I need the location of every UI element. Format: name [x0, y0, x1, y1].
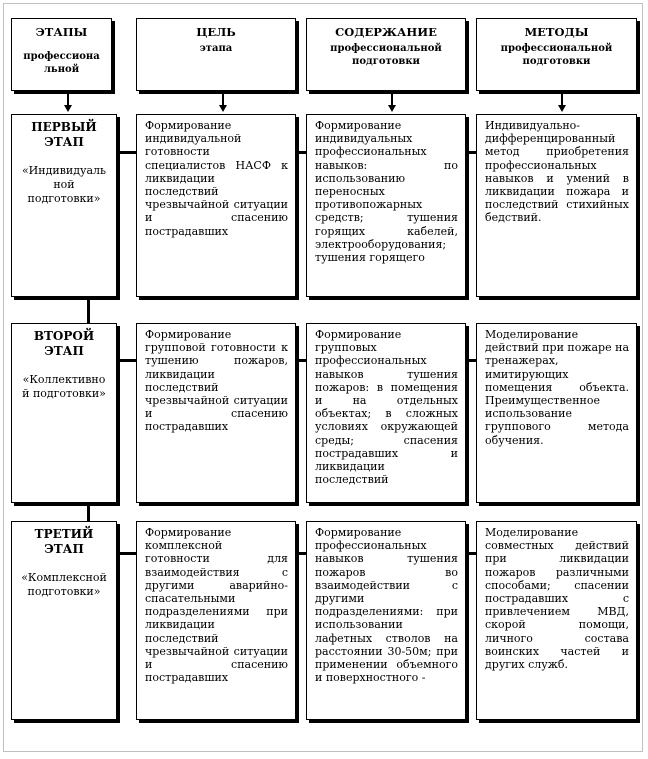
content-box-1	[306, 114, 466, 297]
header-methods	[476, 18, 637, 91]
arrow-head-1	[64, 105, 72, 112]
goal-text: Формирование индивидуальной готовности специалистов НАСФ к ликвидации последствий чрезвычайной ситуации и спасению пострадавших	[145, 119, 288, 238]
row1-connector-c	[466, 151, 476, 154]
row1-connector-b	[296, 151, 306, 154]
stage-subtitle: «Индивидуаль ной подготовки»	[21, 164, 107, 205]
goal-text: Формирование комплексной готовности для взаимодействия с другими аварийно-спасательными подразделениями при ликвидации последствий чрезвычайной ситуации и спасению пострадавших	[145, 526, 288, 685]
stage-box-3	[11, 521, 117, 720]
row2-connector-a	[117, 359, 136, 362]
stage-connector-2-3	[87, 503, 90, 521]
arrow-head-3	[388, 105, 396, 112]
content-box-2	[306, 323, 466, 503]
header-methods-title: МЕТОДЫ	[524, 25, 589, 39]
header-stages-title: ЭТАПЫ	[35, 25, 88, 39]
stage-subtitle: «Комплексной подготовки»	[21, 571, 107, 598]
header-goal	[136, 18, 296, 91]
content-text: Формирование групповых профессиональных навыков тушения пожаров: в помещения и на отдельных объектах; в сложных условиях окружающей среды; спасения пострадавших и ликвидации последствий	[315, 328, 458, 487]
row3-connector-a	[117, 552, 136, 555]
header-content	[306, 18, 466, 91]
content-text: Формирование индивидуальных профессиональных навыков: по использованию переносных противопожарных средств; тушения горящих кабелей, электрооборудования; тушения горящего	[315, 119, 458, 265]
stage-box-2	[11, 323, 117, 503]
methods-box-1	[476, 114, 637, 297]
header-goal-sub: этапа	[199, 43, 233, 54]
content-text: Формирование профессиональных навыков тушения пожаров во взаимодействии с другими подразделениями: при использовании лафетных стволов на расстоянии 30-50м; при применении объемного и поверхностного -	[315, 526, 458, 685]
goal-text: Формирование групповой готовности к тушению пожаров, ликвидации последствий чрезвычайной ситуации и спасению пострадавших	[145, 328, 288, 434]
stage-title: ТРЕТИЙ ЭТАП	[34, 527, 94, 556]
methods-text: Моделирование действий при пожаре на тренажерах, имитирующих помещения объекта. Преимущественное использование группового метода обучения.	[485, 328, 629, 447]
stage-subtitle: «Коллективно й подготовки»	[22, 373, 106, 400]
methods-box-2	[476, 323, 637, 503]
row1-connector-a	[117, 151, 136, 154]
goal-box-3	[136, 521, 296, 720]
arrow-head-4	[558, 105, 566, 112]
goal-box-1	[136, 114, 296, 297]
row2-connector-b	[296, 359, 306, 362]
header-methods-sub: профессиональной подготовки	[500, 43, 613, 67]
row2-connector-c	[466, 359, 476, 362]
stage-title: ВТОРОЙ ЭТАП	[33, 329, 95, 358]
arrow-head-2	[219, 105, 227, 112]
header-stages-sub: профессиона льной	[23, 51, 100, 75]
header-content-sub: профессиональной подготовки	[330, 43, 442, 67]
goal-box-2	[136, 323, 296, 503]
row3-connector-b	[296, 552, 306, 555]
stage-title: ПЕРВЫЙ ЭТАП	[31, 120, 97, 149]
content-box-3	[306, 521, 466, 720]
header-content-title: СОДЕРЖАНИЕ	[335, 25, 437, 39]
header-stages	[11, 18, 112, 91]
stage-connector-1-2	[87, 297, 90, 323]
header-goal-title: ЦЕЛЬ	[196, 25, 236, 39]
row3-connector-c	[466, 552, 476, 555]
methods-text: Индивидуально-дифференцированный метод приобретения профессиональных навыков и умений в ликвидации пожара и последствий стихийных бедствий.	[485, 119, 629, 225]
stage-box-1	[11, 114, 117, 297]
methods-text: Моделирование совместных действий при ликвидации пожаров различными способами; спасении пострадавших с привлечением МВД, скорой помощи, личного состава воинских частей и других служб.	[485, 526, 629, 672]
methods-box-3	[476, 521, 637, 720]
